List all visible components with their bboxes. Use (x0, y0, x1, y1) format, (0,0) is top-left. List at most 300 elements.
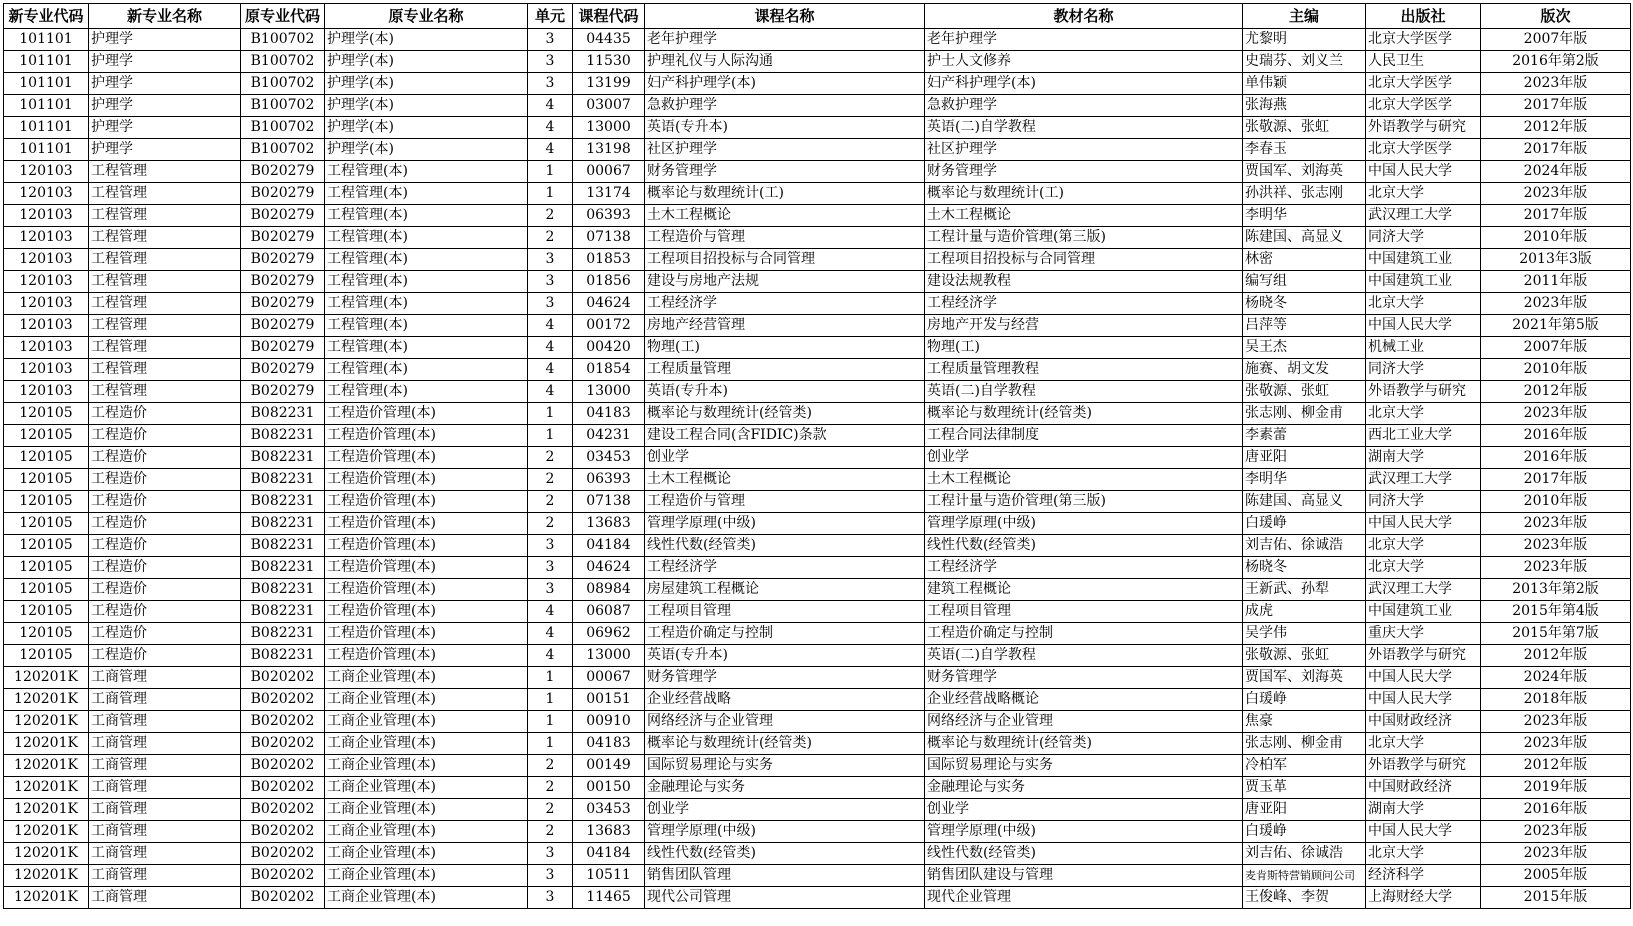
cell-textbook-name: 创业学 (925, 447, 1243, 469)
cell-new-major-name: 工程管理 (89, 293, 241, 315)
cell-editor: 张敬源、张虹 (1243, 381, 1366, 403)
cell-course-code: 00149 (573, 755, 645, 777)
cell-editor: 王新武、孙犁 (1243, 579, 1366, 601)
cell-course-name: 房地产经营管理 (645, 315, 925, 337)
cell-publisher: 武汉理工大学 (1366, 469, 1481, 491)
cell-new-major-code: 120103 (4, 205, 89, 227)
cell-new-major-name: 工商管理 (89, 887, 241, 909)
cell-new-major-code: 120105 (4, 645, 89, 667)
cell-edition: 2017年版 (1481, 205, 1631, 227)
cell-textbook-name: 现代企业管理 (925, 887, 1243, 909)
cell-edition: 2015年版 (1481, 887, 1631, 909)
cell-course-code: 03453 (573, 447, 645, 469)
cell-old-major-name: 工程管理(本) (325, 359, 528, 381)
cell-course-name: 英语(专升本) (645, 645, 925, 667)
cell-publisher: 外语教学与研究 (1366, 117, 1481, 139)
cell-course-name: 英语(专升本) (645, 117, 925, 139)
cell-edition: 2013年第2版 (1481, 579, 1631, 601)
header-unit: 单元 (528, 4, 573, 29)
cell-course-code: 04435 (573, 29, 645, 51)
cell-new-major-name: 工商管理 (89, 755, 241, 777)
cell-unit: 2 (528, 227, 573, 249)
cell-old-major-code: B100702 (241, 139, 325, 161)
cell-course-name: 工程造价与管理 (645, 227, 925, 249)
cell-course-name: 妇产科护理学(本) (645, 73, 925, 95)
cell-new-major-code: 120105 (4, 403, 89, 425)
table-row (4, 381, 1631, 403)
cell-course-code: 07138 (573, 227, 645, 249)
cell-edition: 2015年第7版 (1481, 623, 1631, 645)
cell-new-major-code: 120103 (4, 227, 89, 249)
cell-old-major-name: 工程造价管理(本) (325, 535, 528, 557)
table-row (4, 755, 1631, 777)
cell-textbook-name: 概率论与数理统计(经管类) (925, 403, 1243, 425)
cell-old-major-code: B100702 (241, 95, 325, 117)
cell-old-major-name: 工程造价管理(本) (325, 645, 528, 667)
cell-course-code: 13000 (573, 645, 645, 667)
cell-editor: 尤黎明 (1243, 29, 1366, 51)
cell-publisher: 外语教学与研究 (1366, 381, 1481, 403)
cell-unit: 3 (528, 843, 573, 865)
cell-old-major-name: 工商企业管理(本) (325, 711, 528, 733)
cell-textbook-name: 英语(二)自学教程 (925, 117, 1243, 139)
cell-course-name: 建设与房地产法规 (645, 271, 925, 293)
cell-course-code: 00067 (573, 161, 645, 183)
cell-new-major-name: 工程管理 (89, 227, 241, 249)
cell-publisher: 北京大学医学 (1366, 29, 1481, 51)
cell-course-code: 06393 (573, 205, 645, 227)
cell-new-major-name: 工商管理 (89, 865, 241, 887)
cell-new-major-name: 工程造价 (89, 469, 241, 491)
cell-course-name: 国际贸易理论与实务 (645, 755, 925, 777)
cell-new-major-code: 101101 (4, 117, 89, 139)
cell-unit: 2 (528, 821, 573, 843)
cell-new-major-name: 工程造价 (89, 557, 241, 579)
cell-course-code: 11530 (573, 51, 645, 73)
cell-new-major-name: 工程造价 (89, 601, 241, 623)
cell-publisher: 武汉理工大学 (1366, 205, 1481, 227)
cell-course-name: 工程造价确定与控制 (645, 623, 925, 645)
cell-old-major-code: B020202 (241, 689, 325, 711)
cell-old-major-name: 护理学(本) (325, 29, 528, 51)
cell-course-name: 现代公司管理 (645, 887, 925, 909)
table-header (4, 4, 1631, 29)
cell-edition: 2017年版 (1481, 95, 1631, 117)
cell-course-code: 10511 (573, 865, 645, 887)
cell-edition: 2013年3版 (1481, 249, 1631, 271)
table-row (4, 29, 1631, 51)
cell-editor: 编写组 (1243, 271, 1366, 293)
cell-publisher: 北京大学 (1366, 403, 1481, 425)
cell-unit: 3 (528, 51, 573, 73)
cell-textbook-name: 工程计量与造价管理(第三版) (925, 227, 1243, 249)
cell-publisher: 北京大学 (1366, 535, 1481, 557)
table-row (4, 293, 1631, 315)
cell-edition: 2021年第5版 (1481, 315, 1631, 337)
cell-old-major-name: 工程管理(本) (325, 381, 528, 403)
cell-new-major-code: 120103 (4, 337, 89, 359)
cell-new-major-code: 120103 (4, 183, 89, 205)
cell-textbook-name: 工程项目招投标与合同管理 (925, 249, 1243, 271)
cell-old-major-name: 工商企业管理(本) (325, 733, 528, 755)
cell-course-name: 社区护理学 (645, 139, 925, 161)
cell-course-name: 土木工程概论 (645, 469, 925, 491)
cell-new-major-name: 工商管理 (89, 799, 241, 821)
cell-textbook-name: 创业学 (925, 799, 1243, 821)
cell-old-major-code: B100702 (241, 117, 325, 139)
cell-textbook-name: 社区护理学 (925, 139, 1243, 161)
cell-publisher: 北京大学医学 (1366, 139, 1481, 161)
cell-edition: 2007年版 (1481, 337, 1631, 359)
cell-editor: 孙洪祥、张志刚 (1243, 183, 1366, 205)
cell-unit: 1 (528, 667, 573, 689)
cell-course-name: 管理学原理(中级) (645, 513, 925, 535)
cell-textbook-name: 财务管理学 (925, 161, 1243, 183)
cell-old-major-code: B020279 (241, 161, 325, 183)
cell-new-major-code: 120103 (4, 381, 89, 403)
cell-publisher: 人民卫生 (1366, 51, 1481, 73)
table-row (4, 557, 1631, 579)
cell-new-major-code: 120105 (4, 601, 89, 623)
cell-textbook-name: 工程造价确定与控制 (925, 623, 1243, 645)
cell-old-major-name: 工程造价管理(本) (325, 425, 528, 447)
cell-new-major-code: 120201K (4, 755, 89, 777)
table-row (4, 117, 1631, 139)
header-publisher: 出版社 (1366, 4, 1481, 29)
cell-edition: 2005年版 (1481, 865, 1631, 887)
cell-edition: 2016年版 (1481, 799, 1631, 821)
cell-textbook-name: 工程合同法律制度 (925, 425, 1243, 447)
cell-old-major-code: B020202 (241, 843, 325, 865)
table-row (4, 799, 1631, 821)
cell-course-name: 工程造价与管理 (645, 491, 925, 513)
cell-old-major-code: B082231 (241, 447, 325, 469)
cell-new-major-code: 101101 (4, 95, 89, 117)
cell-new-major-code: 120201K (4, 821, 89, 843)
cell-course-name: 网络经济与企业管理 (645, 711, 925, 733)
cell-course-code: 03453 (573, 799, 645, 821)
cell-editor: 唐亚阳 (1243, 799, 1366, 821)
table-row (4, 205, 1631, 227)
cell-new-major-code: 120103 (4, 359, 89, 381)
cell-new-major-code: 120105 (4, 513, 89, 535)
cell-course-name: 土木工程概论 (645, 205, 925, 227)
cell-course-code: 13683 (573, 513, 645, 535)
cell-course-code: 01854 (573, 359, 645, 381)
cell-course-name: 销售团队管理 (645, 865, 925, 887)
cell-old-major-name: 工程造价管理(本) (325, 491, 528, 513)
table-row (4, 315, 1631, 337)
cell-new-major-name: 工程管理 (89, 381, 241, 403)
cell-editor: 白瑗峥 (1243, 821, 1366, 843)
cell-edition: 2024年版 (1481, 667, 1631, 689)
cell-edition: 2023年版 (1481, 293, 1631, 315)
table-row (4, 733, 1631, 755)
table-row (4, 777, 1631, 799)
cell-new-major-code: 120201K (4, 667, 89, 689)
cell-old-major-name: 工程管理(本) (325, 161, 528, 183)
cell-old-major-code: B020279 (241, 315, 325, 337)
table-row (4, 623, 1631, 645)
cell-textbook-name: 土木工程概论 (925, 205, 1243, 227)
cell-course-code: 04183 (573, 403, 645, 425)
cell-course-code: 01856 (573, 271, 645, 293)
cell-course-name: 线性代数(经管类) (645, 535, 925, 557)
cell-course-code: 13198 (573, 139, 645, 161)
cell-editor: 贾国军、刘海英 (1243, 667, 1366, 689)
cell-publisher: 重庆大学 (1366, 623, 1481, 645)
cell-editor: 王俊峰、李贺 (1243, 887, 1366, 909)
cell-editor: 张志刚、柳金甫 (1243, 403, 1366, 425)
table-row (4, 667, 1631, 689)
table-row (4, 469, 1631, 491)
table-row (4, 887, 1631, 909)
cell-course-code: 04183 (573, 733, 645, 755)
cell-editor: 吕萍等 (1243, 315, 1366, 337)
cell-course-name: 工程经济学 (645, 557, 925, 579)
cell-textbook-name: 管理学原理(中级) (925, 513, 1243, 535)
cell-textbook-name: 工程经济学 (925, 293, 1243, 315)
cell-old-major-code: B020202 (241, 667, 325, 689)
cell-unit: 1 (528, 711, 573, 733)
cell-old-major-name: 工程造价管理(本) (325, 557, 528, 579)
cell-old-major-code: B020202 (241, 755, 325, 777)
cell-new-major-name: 工程管理 (89, 183, 241, 205)
cell-publisher: 外语教学与研究 (1366, 645, 1481, 667)
cell-publisher: 中国人民大学 (1366, 667, 1481, 689)
cell-old-major-name: 工程管理(本) (325, 315, 528, 337)
cell-unit: 4 (528, 95, 573, 117)
cell-old-major-name: 工程管理(本) (325, 337, 528, 359)
cell-course-code: 00420 (573, 337, 645, 359)
cell-course-code: 03007 (573, 95, 645, 117)
cell-editor: 成虎 (1243, 601, 1366, 623)
cell-editor: 刘吉佑、徐诚浩 (1243, 843, 1366, 865)
cell-publisher: 武汉理工大学 (1366, 579, 1481, 601)
course-textbook-table-container (3, 3, 1631, 909)
cell-new-major-code: 120103 (4, 315, 89, 337)
cell-new-major-name: 工程管理 (89, 315, 241, 337)
cell-unit: 3 (528, 535, 573, 557)
cell-unit: 2 (528, 205, 573, 227)
cell-old-major-name: 工程造价管理(本) (325, 469, 528, 491)
cell-new-major-name: 工商管理 (89, 821, 241, 843)
table-row (4, 645, 1631, 667)
table-row (4, 161, 1631, 183)
cell-textbook-name: 概率论与数理统计(工) (925, 183, 1243, 205)
cell-unit: 2 (528, 513, 573, 535)
cell-new-major-name: 工程管理 (89, 205, 241, 227)
cell-textbook-name: 概率论与数理统计(经管类) (925, 733, 1243, 755)
cell-new-major-code: 101101 (4, 51, 89, 73)
cell-course-code: 06393 (573, 469, 645, 491)
table-row (4, 579, 1631, 601)
cell-course-name: 工程经济学 (645, 293, 925, 315)
cell-course-name: 线性代数(经管类) (645, 843, 925, 865)
table-row (4, 601, 1631, 623)
cell-textbook-name: 网络经济与企业管理 (925, 711, 1243, 733)
cell-old-major-code: B082231 (241, 403, 325, 425)
cell-textbook-name: 国际贸易理论与实务 (925, 755, 1243, 777)
cell-new-major-name: 工程造价 (89, 645, 241, 667)
cell-course-name: 企业经营战略 (645, 689, 925, 711)
cell-unit: 3 (528, 249, 573, 271)
cell-unit: 3 (528, 73, 573, 95)
cell-unit: 4 (528, 315, 573, 337)
cell-old-major-code: B082231 (241, 645, 325, 667)
cell-editor: 麦肯斯特营销顾问公司 (1243, 865, 1366, 887)
cell-old-major-name: 护理学(本) (325, 51, 528, 73)
cell-old-major-name: 工程管理(本) (325, 293, 528, 315)
cell-new-major-name: 工程造价 (89, 579, 241, 601)
cell-course-code: 04184 (573, 535, 645, 557)
cell-course-name: 急救护理学 (645, 95, 925, 117)
table-row (4, 95, 1631, 117)
cell-unit: 4 (528, 645, 573, 667)
cell-course-name: 老年护理学 (645, 29, 925, 51)
table-row (4, 249, 1631, 271)
cell-editor: 白瑗峥 (1243, 513, 1366, 535)
cell-old-major-name: 工程管理(本) (325, 183, 528, 205)
cell-course-code: 00910 (573, 711, 645, 733)
cell-course-name: 英语(专升本) (645, 381, 925, 403)
cell-edition: 2012年版 (1481, 755, 1631, 777)
header-editor: 主编 (1243, 4, 1366, 29)
cell-new-major-code: 120201K (4, 865, 89, 887)
cell-editor: 林密 (1243, 249, 1366, 271)
cell-course-code: 00151 (573, 689, 645, 711)
table-row (4, 425, 1631, 447)
cell-course-code: 04231 (573, 425, 645, 447)
cell-publisher: 中国人民大学 (1366, 821, 1481, 843)
cell-old-major-code: B020279 (241, 359, 325, 381)
cell-course-name: 财务管理学 (645, 667, 925, 689)
cell-new-major-name: 护理学 (89, 73, 241, 95)
cell-course-name: 护理礼仪与人际沟通 (645, 51, 925, 73)
cell-new-major-code: 120105 (4, 447, 89, 469)
cell-old-major-code: B020279 (241, 337, 325, 359)
cell-textbook-name: 管理学原理(中级) (925, 821, 1243, 843)
cell-old-major-name: 工程造价管理(本) (325, 579, 528, 601)
cell-edition: 2016年版 (1481, 447, 1631, 469)
cell-publisher: 湖南大学 (1366, 447, 1481, 469)
cell-editor: 贾玉革 (1243, 777, 1366, 799)
cell-publisher: 西北工业大学 (1366, 425, 1481, 447)
cell-new-major-name: 工商管理 (89, 843, 241, 865)
cell-course-name: 创业学 (645, 447, 925, 469)
cell-edition: 2007年版 (1481, 29, 1631, 51)
cell-unit: 3 (528, 579, 573, 601)
cell-old-major-code: B082231 (241, 601, 325, 623)
cell-unit: 3 (528, 557, 573, 579)
cell-editor: 冷柏军 (1243, 755, 1366, 777)
cell-textbook-name: 物理(工) (925, 337, 1243, 359)
cell-editor: 杨晓冬 (1243, 557, 1366, 579)
cell-new-major-name: 护理学 (89, 95, 241, 117)
cell-course-code: 13000 (573, 117, 645, 139)
cell-old-major-name: 工商企业管理(本) (325, 821, 528, 843)
cell-new-major-code: 120105 (4, 579, 89, 601)
cell-old-major-name: 护理学(本) (325, 73, 528, 95)
cell-old-major-code: B082231 (241, 469, 325, 491)
cell-unit: 1 (528, 425, 573, 447)
cell-edition: 2023年版 (1481, 843, 1631, 865)
cell-old-major-code: B020279 (241, 183, 325, 205)
cell-edition: 2016年第2版 (1481, 51, 1631, 73)
cell-edition: 2012年版 (1481, 117, 1631, 139)
cell-old-major-code: B082231 (241, 579, 325, 601)
cell-old-major-code: B020202 (241, 887, 325, 909)
cell-textbook-name: 企业经营战略概论 (925, 689, 1243, 711)
cell-new-major-name: 护理学 (89, 51, 241, 73)
cell-publisher: 同济大学 (1366, 491, 1481, 513)
cell-editor: 唐亚阳 (1243, 447, 1366, 469)
cell-new-major-name: 工商管理 (89, 711, 241, 733)
cell-new-major-name: 工程管理 (89, 271, 241, 293)
cell-unit: 3 (528, 865, 573, 887)
cell-edition: 2023年版 (1481, 557, 1631, 579)
cell-textbook-name: 财务管理学 (925, 667, 1243, 689)
cell-course-name: 建设工程合同(含FIDIC)条款 (645, 425, 925, 447)
cell-textbook-name: 金融理论与实务 (925, 777, 1243, 799)
cell-old-major-name: 护理学(本) (325, 95, 528, 117)
cell-edition: 2017年版 (1481, 139, 1631, 161)
cell-course-code: 08984 (573, 579, 645, 601)
cell-edition: 2023年版 (1481, 821, 1631, 843)
cell-old-major-code: B100702 (241, 51, 325, 73)
cell-textbook-name: 工程经济学 (925, 557, 1243, 579)
cell-new-major-code: 120105 (4, 623, 89, 645)
cell-textbook-name: 工程项目管理 (925, 601, 1243, 623)
cell-publisher: 中国建筑工业 (1366, 271, 1481, 293)
cell-textbook-name: 护士人文修养 (925, 51, 1243, 73)
cell-old-major-code: B082231 (241, 535, 325, 557)
cell-editor: 张海燕 (1243, 95, 1366, 117)
cell-unit: 3 (528, 293, 573, 315)
cell-new-major-code: 101101 (4, 139, 89, 161)
cell-textbook-name: 老年护理学 (925, 29, 1243, 51)
cell-textbook-name: 妇产科护理学(本) (925, 73, 1243, 95)
cell-publisher: 北京大学 (1366, 293, 1481, 315)
cell-unit: 4 (528, 623, 573, 645)
cell-edition: 2023年版 (1481, 711, 1631, 733)
cell-editor: 李春玉 (1243, 139, 1366, 161)
cell-old-major-name: 工程造价管理(本) (325, 623, 528, 645)
cell-edition: 2018年版 (1481, 689, 1631, 711)
cell-edition: 2024年版 (1481, 161, 1631, 183)
cell-new-major-code: 120201K (4, 733, 89, 755)
cell-editor: 贾国军、刘海英 (1243, 161, 1366, 183)
cell-publisher: 同济大学 (1366, 227, 1481, 249)
header-course-name: 课程名称 (645, 4, 925, 29)
cell-new-major-code: 120105 (4, 425, 89, 447)
cell-publisher: 中国人民大学 (1366, 689, 1481, 711)
cell-old-major-code: B020202 (241, 711, 325, 733)
cell-edition: 2015年第4版 (1481, 601, 1631, 623)
cell-old-major-code: B100702 (241, 73, 325, 95)
cell-unit: 1 (528, 403, 573, 425)
table-row (4, 51, 1631, 73)
cell-publisher: 中国建筑工业 (1366, 249, 1481, 271)
cell-unit: 4 (528, 359, 573, 381)
cell-edition: 2012年版 (1481, 381, 1631, 403)
cell-new-major-code: 120201K (4, 887, 89, 909)
cell-old-major-name: 工商企业管理(本) (325, 689, 528, 711)
cell-new-major-name: 工商管理 (89, 777, 241, 799)
cell-old-major-name: 工程造价管理(本) (325, 513, 528, 535)
cell-new-major-code: 101101 (4, 73, 89, 95)
cell-editor: 陈建国、高显义 (1243, 227, 1366, 249)
